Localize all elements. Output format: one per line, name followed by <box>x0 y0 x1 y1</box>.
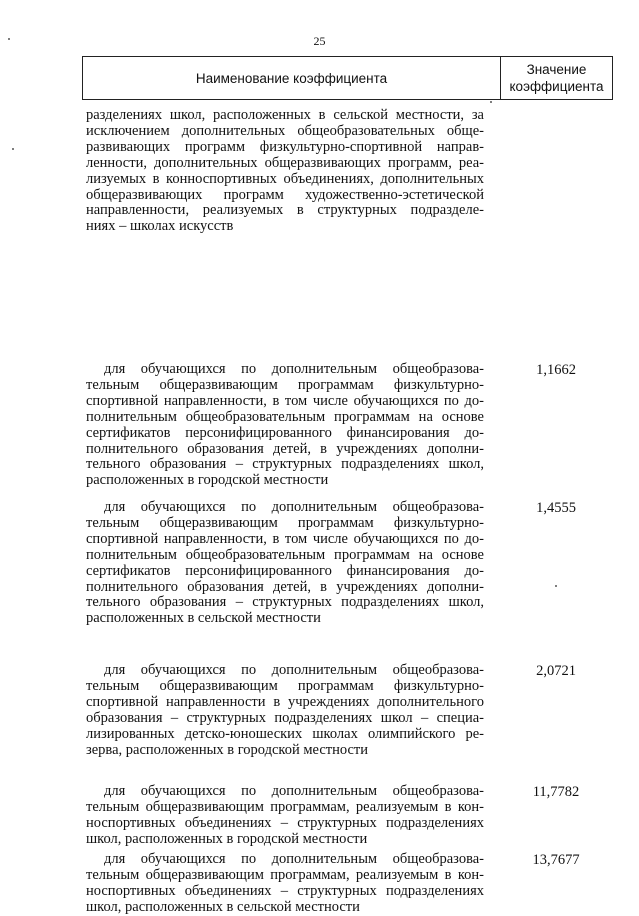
text-line: лизуемых в конноспортивных объединениях, дополнительных <box>86 170 484 187</box>
coefficient-value: 1,1662 <box>536 362 576 378</box>
coefficient-name <box>86 362 484 489</box>
text-line: развивающих программ физкультурно-спортивной направ- <box>86 138 484 155</box>
text-line: сертификатов персонифицированного финансирования до- <box>86 424 484 441</box>
coefficient-name <box>86 663 484 758</box>
coefficient-value: 1,4555 <box>536 500 576 516</box>
text-line: для обучающихся по дополнительным общеобразова- <box>104 783 484 799</box>
text-line: полнительного образования детей, в учреждениях дополни- <box>86 440 484 457</box>
text-line: направленности, реализуемых в структурных подразделе- <box>86 202 484 219</box>
coefficient-name <box>86 108 484 235</box>
text-line: полнительным общеобразовательным программам на основе <box>86 546 484 563</box>
scan-speck <box>490 101 492 103</box>
text-line: тельным общеразвивающим программам физкультурно- <box>86 677 484 694</box>
column-header-value <box>501 57 613 100</box>
coefficient-value: 13,7677 <box>532 852 580 868</box>
text-line: спортивной направленности, в том числе обучающихся по до- <box>86 392 484 409</box>
text-line: школ, расположенных в сельской местности <box>86 898 360 915</box>
text-line: ниях – школах искусств <box>86 218 234 235</box>
text-line: для обучающихся по дополнительным общеобразова- <box>104 851 484 867</box>
text-line: спортивной направленности, в том числе обучающихся по до- <box>86 530 484 547</box>
text-line: для обучающихся по дополнительным общеобразова- <box>104 662 484 678</box>
coefficient-value: 11,7782 <box>532 784 580 800</box>
text-line: расположенных в сельской местности <box>86 610 321 627</box>
text-line: тельным общеразвивающим программам, реализуемым в кон- <box>86 798 484 815</box>
coefficient-name <box>86 500 484 627</box>
text-line: тельным общеразвивающим программам физкультурно- <box>86 514 484 531</box>
text-line: полнительного образования детей, в учреждениях дополни- <box>86 578 484 595</box>
text-line: разделениях школ, расположенных в сельской местности, за <box>86 107 484 123</box>
text-line: исключением дополнительных общеобразовательных обще- <box>86 122 484 139</box>
column-header-value-line1: Значение <box>526 62 587 77</box>
text-line: образования – структурных подразделениях школ – специа- <box>86 709 484 726</box>
text-line: для обучающихся по дополнительным общеобразова- <box>104 499 484 515</box>
text-line: зерва, расположенных в городской местности <box>86 741 369 758</box>
column-header-name: Наименование коэффициента <box>83 57 501 100</box>
text-line: сертификатов персонифицированного финансирования до- <box>86 562 484 579</box>
text-line: спортивной направленности в учреждениях дополнительного <box>86 693 484 710</box>
page-number: 25 <box>313 34 326 48</box>
text-line: школ, расположенных в городской местности <box>86 830 368 847</box>
coefficient-value: 2,0721 <box>536 663 576 679</box>
coefficient-name <box>86 852 484 916</box>
text-line: полнительным общеобразовательным программам на основе <box>86 408 484 425</box>
text-line: тельного образования – структурных подразделениях школ, <box>86 594 484 611</box>
text-line: ленности, дополнительных общеразвивающих программ, реа- <box>86 154 484 171</box>
text-line: тельным общеразвивающим программам, реализуемым в кон- <box>86 866 484 883</box>
coefficient-table-header <box>82 56 613 100</box>
text-line: носпортивных объединениях – структурных подразделениях <box>86 882 484 899</box>
text-line: тельным общеразвивающим программам физкультурно- <box>86 376 484 393</box>
coefficient-name <box>86 784 484 848</box>
scan-speck <box>555 585 557 587</box>
column-header-value-line2: коэффициента <box>509 79 604 94</box>
text-line: расположенных в городской местности <box>86 472 329 489</box>
scan-speck <box>12 148 14 150</box>
scan-speck <box>8 38 10 40</box>
text-line: для обучающихся по дополнительным общеобразова- <box>104 361 484 377</box>
text-line: носпортивных объединениях – структурных подразделениях <box>86 814 484 831</box>
text-line: тельного образования – структурных подразделениях школ, <box>86 456 484 473</box>
text-line: лизированных детско-юношеских школах олимпийского ре- <box>86 725 484 742</box>
text-line: общеразвивающих программ художественно-эстетической <box>86 186 484 203</box>
